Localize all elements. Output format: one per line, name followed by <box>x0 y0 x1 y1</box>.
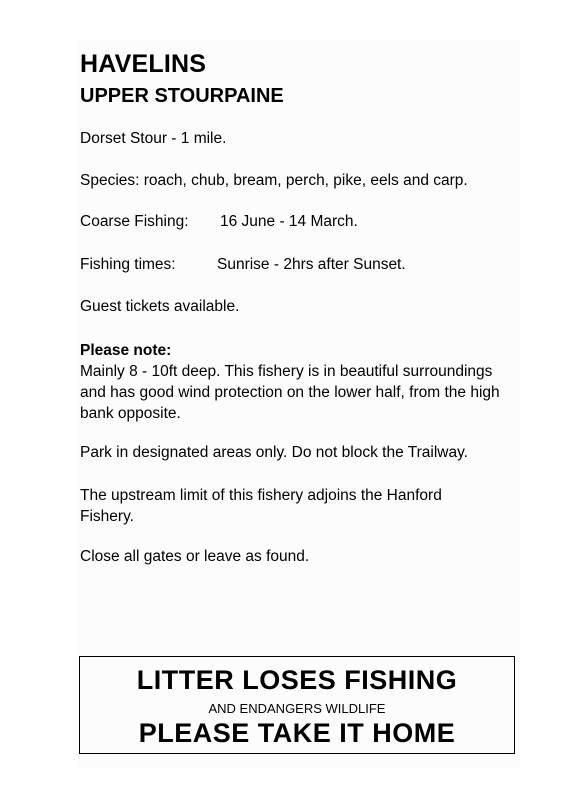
river-info: Dorset Stour - 1 mile. <box>80 130 227 147</box>
gates-rule: Close all gates or leave as found. <box>80 548 310 565</box>
page-subtitle: UPPER STOURPAINE <box>80 85 284 107</box>
litter-notice-box <box>79 656 515 754</box>
coarse-fishing-value: 16 June - 14 March. <box>220 213 358 230</box>
coarse-fishing-row <box>80 213 358 231</box>
fishing-times-label: Fishing times: <box>80 256 176 273</box>
fishing-times-value: Sunrise - 2hrs after Sunset. <box>217 256 406 273</box>
parking-rule: Park in designated areas only. Do not block the Trailway. <box>80 444 468 461</box>
fishing-times-row <box>80 256 406 274</box>
upstream-limit-rule: The upstream limit of this fishery adjoins the Hanford Fishery. <box>80 487 442 525</box>
coarse-fishing-label: Coarse Fishing: <box>80 213 189 230</box>
please-note-body: Mainly 8 - 10ft deep. This fishery is in beautiful surroundings and has good wind protection on the lower half, from the high bank opposite. <box>80 363 500 422</box>
please-note-heading: Please note: <box>80 342 172 359</box>
species-info: Species: roach, chub, bream, perch, pike, eels and carp. <box>80 172 468 189</box>
litter-notice-call-to-action: PLEASE TAKE IT HOME <box>138 718 456 748</box>
litter-notice-subline: AND ENDANGERS WILDLIFE <box>208 701 386 716</box>
please-note-section <box>80 340 512 424</box>
guest-tickets-info: Guest tickets available. <box>80 298 240 315</box>
page-title: HAVELINS <box>80 50 207 78</box>
litter-notice-headline: LITTER LOSES FISHING <box>136 665 458 695</box>
